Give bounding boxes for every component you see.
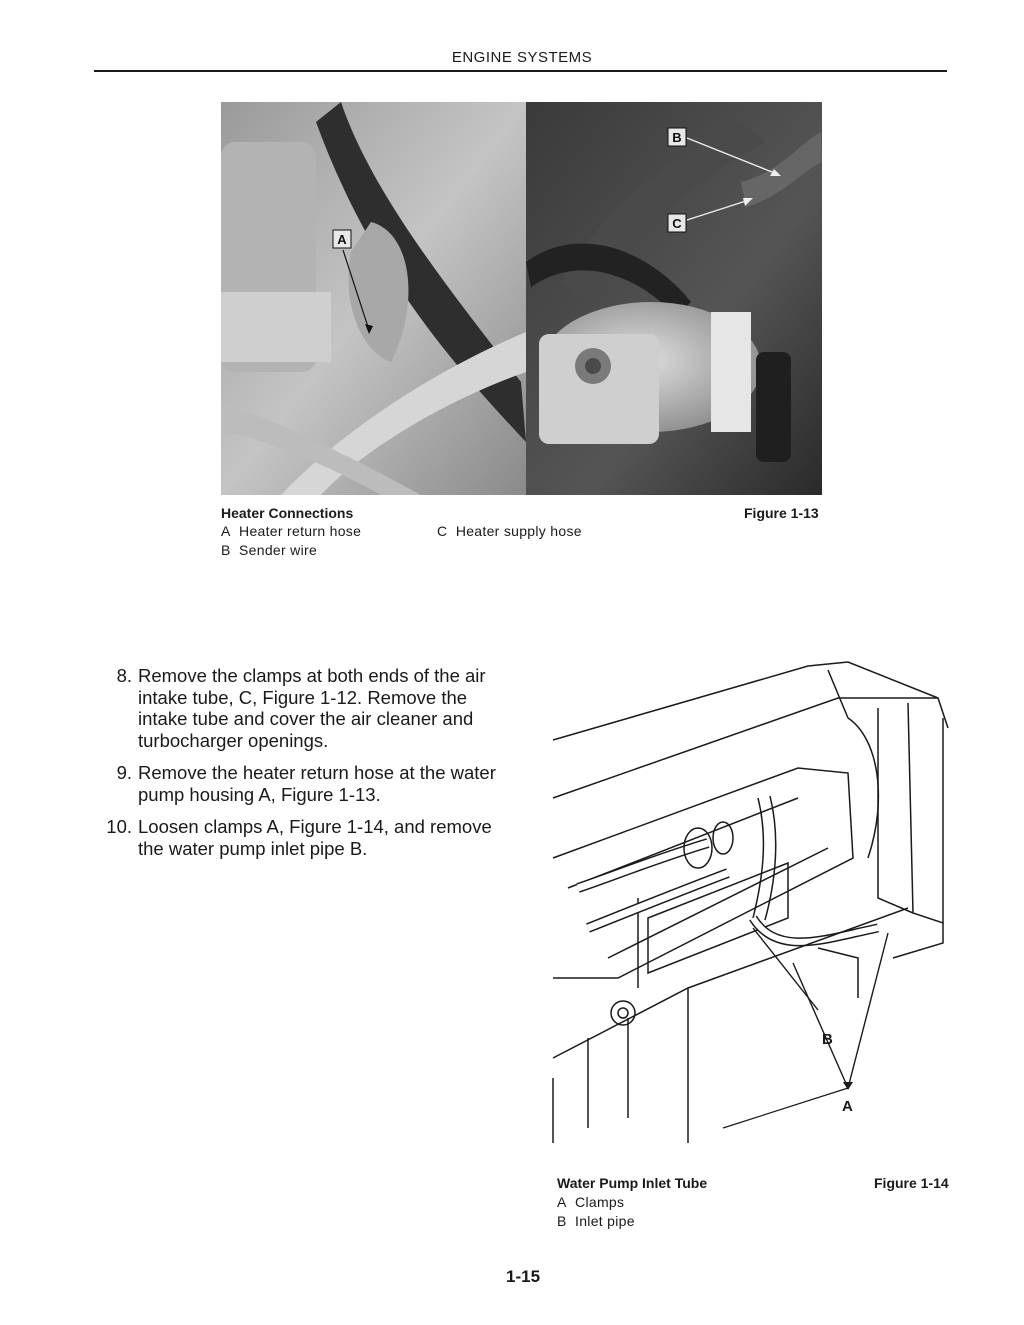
procedure-steps [96, 665, 496, 870]
callout-c-label: C [672, 216, 682, 231]
figure14-label: Figure 1-14 [874, 1175, 949, 1191]
heater-connections-photo [221, 102, 822, 495]
step-item [96, 665, 496, 751]
step-item [96, 816, 496, 859]
step-item [96, 762, 496, 805]
legend-key: B [221, 542, 231, 558]
water-pump-inlet-drawing [548, 658, 958, 1143]
step-number: 8. [116, 665, 132, 686]
callout-a-label: A [842, 1098, 853, 1115]
legend-key: C [437, 523, 448, 539]
legend-text: Inlet pipe [575, 1213, 635, 1229]
figure13-label: Figure 1-13 [744, 505, 819, 521]
legend-text: Clamps [575, 1194, 625, 1210]
legend-text: Heater return hose [239, 523, 362, 539]
step-text: Loosen clamps A, Figure 1-14, and remove the water pump inlet pipe B. [138, 816, 492, 859]
figure14-legend-b [557, 1213, 635, 1229]
figure14-title: Water Pump Inlet Tube [557, 1175, 708, 1191]
step-number: 9. [116, 762, 132, 783]
page-number: 1-15 [506, 1267, 541, 1286]
callout-a-label: A [337, 232, 347, 247]
legend-key: B [557, 1213, 567, 1229]
figure13-legend-c [437, 523, 582, 539]
figure13-legend-a [221, 523, 361, 539]
legend-text: Heater supply hose [455, 523, 582, 539]
legend-text: Sender wire [239, 542, 318, 558]
step-text: Remove the clamps at both ends of the air intake tube, C, Figure 1-12. Remove the intake tube and cover the air cleaner and turbocharger openings. [138, 665, 486, 751]
header-rule [94, 70, 947, 72]
step-number: 10. [106, 816, 132, 837]
legend-key: A [221, 523, 231, 539]
figure13-legend-b [221, 542, 317, 558]
legend-key: A [557, 1194, 567, 1210]
step-text: Remove the heater return hose at the water pump housing A, Figure 1-13. [138, 762, 496, 805]
page-header-title: ENGINE SYSTEMS [451, 49, 593, 66]
figure14-legend-a [557, 1194, 624, 1210]
callout-b-label: B [672, 130, 682, 145]
figure13-title: Heater Connections [221, 505, 354, 521]
callout-b-label: B [822, 1031, 833, 1048]
